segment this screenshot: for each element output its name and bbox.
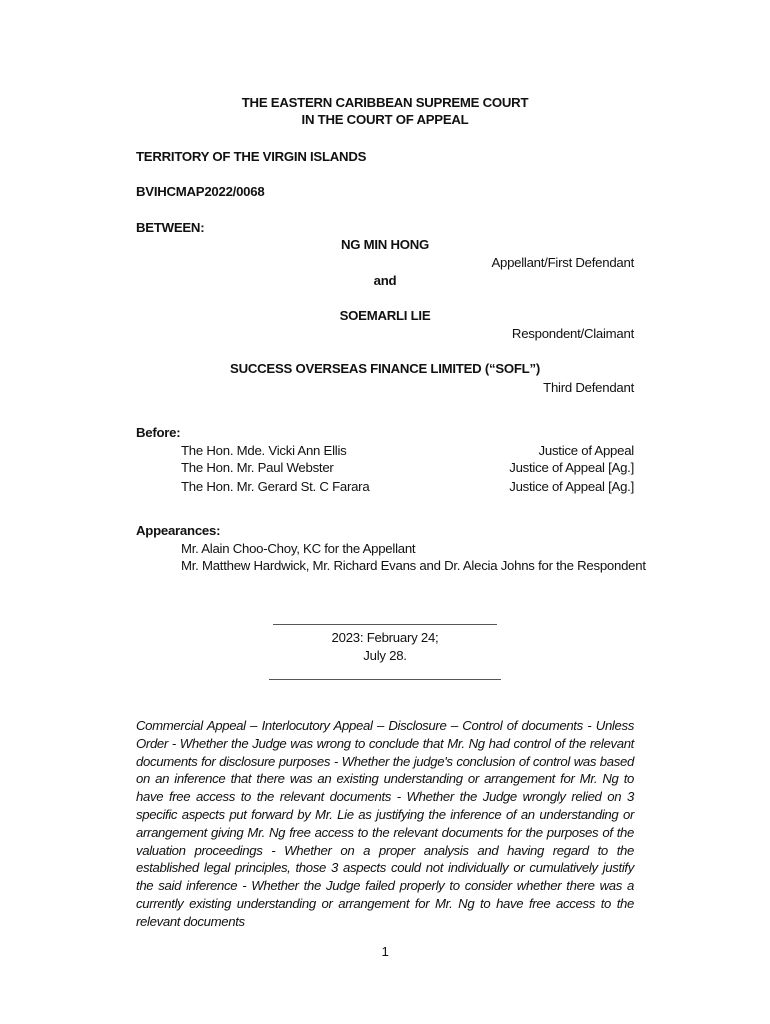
respondent-role: Respondent/Claimant xyxy=(511,326,634,341)
appearance-line: Mr. Matthew Hardwick, Mr. Richard Evans and Dr. Alecia Johns for the Respondent xyxy=(181,558,646,573)
appearance-line: Mr. Alain Choo-Choy, KC for the Appellant xyxy=(181,541,416,556)
judge-title: Justice of Appeal [Ag.] xyxy=(509,460,634,475)
between-label: BETWEEN: xyxy=(136,220,205,235)
appearances-label: Appearances: xyxy=(136,523,221,538)
judge-title: Justice of Appeal xyxy=(538,443,634,458)
party-conjunction: and xyxy=(373,273,397,288)
third-party-name: SUCCESS OVERSEAS FINANCE LIMITED (“SOFL”) xyxy=(230,361,540,376)
judge-name: The Hon. Mde. Vicki Ann Ellis xyxy=(181,443,347,458)
court-division: IN THE COURT OF APPEAL xyxy=(301,112,469,127)
divider-top xyxy=(273,624,497,625)
case-number: BVIHCMAP2022/0068 xyxy=(136,184,265,199)
territory: TERRITORY OF THE VIRGIN ISLANDS xyxy=(136,149,367,164)
divider-bottom xyxy=(269,679,501,680)
judge-title: Justice of Appeal [Ag.] xyxy=(509,479,634,494)
case-summary: Commercial Appeal – Interlocutory Appeal – Disclosure – Control of documents - Unless Order - Whether the Judge was wrong to conclude that Mr. Ng had control of the relevant documents for disclosure purposes - Whether the judge's conclusion of control was based on an inference that there was an existing understanding or arrangement for Mr. Ng to have free access to the relevant documents - Whether the Judge wrongly relied on 3 specific aspects put forward by Mr. Lie as justifying the inference of an understanding or arrangement giving Mr. Ng free access to the relevant documents for the purposes of the valuation proceedings - Whether on a proper analysis and having regard to the established legal principles, those 3 aspects could not individually or cumulatively justify the said inference - Whether the Judge failed properly to consider whether there was a currently existing understanding or arrangement for Mr. Ng to have free access to the relevant documents xyxy=(136,718,634,929)
before-label: Before: xyxy=(136,425,181,440)
respondent-name: SOEMARLI LIE xyxy=(339,308,431,323)
appellant-role: Appellant/First Defendant xyxy=(491,255,634,270)
page-number: 1 xyxy=(381,944,389,959)
judge-name: The Hon. Mr. Gerard St. C Farara xyxy=(181,479,370,494)
judge-name: The Hon. Mr. Paul Webster xyxy=(181,460,334,475)
third-party-role: Third Defendant xyxy=(543,380,634,395)
judgment-date: July 28. xyxy=(363,648,407,663)
hearing-dates: 2023: February 24; xyxy=(331,630,439,645)
court-name: THE EASTERN CARIBBEAN SUPREME COURT xyxy=(241,95,529,110)
appellant-name: NG MIN HONG xyxy=(340,237,430,252)
